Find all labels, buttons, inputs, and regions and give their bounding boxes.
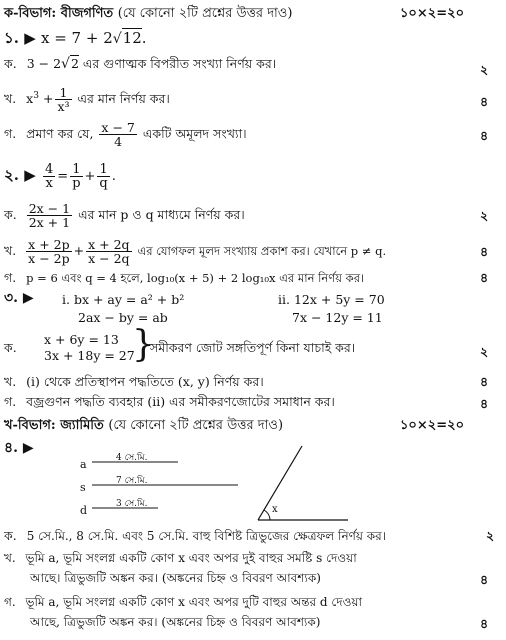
- q1-b-base: x: [26, 91, 34, 107]
- q3-a-brace: }: [132, 324, 155, 365]
- segment-a-length: 4 সে.মি.: [116, 453, 148, 463]
- question-3-number: ৩.: [4, 290, 18, 306]
- angle-x-label: x: [272, 504, 278, 515]
- q3-b-marks: ৪: [480, 374, 489, 389]
- question-2-number: ২.: [4, 166, 19, 184]
- segment-s-length: 7 সে.মি.: [116, 476, 148, 486]
- q2-f3-num: 1: [97, 163, 109, 177]
- q2-b-num2: x + 2q: [88, 237, 130, 252]
- q1-b-den: x³: [57, 99, 70, 115]
- q1-a-expr: 3 − 2: [26, 56, 62, 71]
- q4-c-marks: ৪: [480, 616, 489, 631]
- q2-c-marks: ৪: [480, 270, 489, 285]
- segment-d-length: 3 সে.মি.: [116, 499, 148, 509]
- q1-a-radicand: 2: [70, 56, 79, 71]
- q2-b-label: খ.: [4, 243, 17, 258]
- q2-f3-den: q: [99, 176, 108, 191]
- section-b-title: খ-বিভাগ: জ্যামিতি: [4, 418, 104, 433]
- q3-b-label: খ.: [4, 374, 17, 389]
- q4-b-text1: ভূমি a, ভূমি সংলগ্ন একটি কোণ x এবং অপর দুই বাহুর সমষ্টি s দেওয়া: [25, 551, 357, 565]
- q1-c-text1: প্রমাণ কর যে,: [26, 126, 94, 141]
- arrow-icon: ▶: [24, 166, 36, 184]
- q1-eq-end: .: [141, 29, 147, 47]
- q4-part-a: [4, 528, 386, 544]
- q1-a-marks: ২: [480, 62, 489, 77]
- q4-c-label: গ.: [4, 595, 16, 609]
- q2-end: .: [111, 169, 116, 184]
- q1-b-exponent: 3: [33, 91, 39, 101]
- q1-c-num: x − 7: [101, 120, 135, 135]
- angle-x-arc: [264, 510, 270, 520]
- q3-a-marks: ২: [480, 344, 489, 359]
- q1-c-den: 4: [114, 134, 123, 149]
- question-1-number: ১.: [4, 29, 19, 47]
- q1-b-marks: ৪: [480, 94, 489, 109]
- q3-a-text: সমীকরণ জোট সঙ্গতিপূর্ণ কিনা যাচাই কর।: [150, 340, 356, 355]
- q4-b-marks: ৪: [480, 572, 489, 587]
- q3-a-eq2: 3x + 18y = 27: [44, 348, 135, 363]
- q2-a-num: 2x − 1: [28, 201, 71, 216]
- q3-system-i-line2: 2ax − by = ab: [78, 310, 168, 325]
- question-4-number: ৪.: [4, 440, 18, 456]
- q2-f1-den: x: [45, 176, 53, 191]
- q2-b-plus: +: [73, 243, 85, 258]
- q3-c-text: বজ্রগুণন পদ্ধতি ব্যবহার (ii) এর সমীকরণজোটের সমাধান কর।: [26, 394, 335, 409]
- angle-x-arm: [258, 446, 302, 520]
- section-a-title: ক-বিভাগ: বীজগণিত: [4, 6, 114, 21]
- q1-eq-radicand: 12: [122, 29, 142, 47]
- section-a-marks: ১০×২=২০: [400, 6, 465, 21]
- arrow-icon: ▶: [22, 440, 34, 456]
- q2-plus-sign: +: [84, 169, 96, 184]
- section-b-marks: ১০×২=২০: [400, 418, 465, 433]
- question-1-stem: ১. ▶ x = 7 + 2√12.: [4, 29, 147, 47]
- q2-f1-num: 4: [45, 162, 54, 177]
- q2-a-den: 2x + 1: [28, 215, 71, 230]
- q1-c-label: গ.: [4, 126, 17, 141]
- segment-s-label: s: [80, 481, 86, 494]
- q2-eq-sign: =: [57, 169, 69, 184]
- q2-c-text: p = 6 এবং q = 4 হলে, log₁₀(x + 5) + 2 log₁₀x এর মান নির্ণয় কর।: [26, 271, 365, 285]
- q1-c-text2: একটি অমূলদ সংখ্যা।: [142, 126, 247, 141]
- q2-c-label: গ.: [4, 270, 17, 285]
- q2-b-marks: ৪: [480, 244, 489, 259]
- q3-a-eq1: x + 6y = 13: [44, 332, 119, 347]
- q3-b-text: (i) থেকে প্রতিস্থাপন পদ্ধতিতে (x, y) নির্ণয় কর।: [26, 374, 264, 389]
- q2-f2-den: p: [72, 176, 81, 191]
- q1-b-label: খ.: [4, 91, 17, 107]
- section-a-instruction: (যে কোনো ২টি প্রশ্নের উত্তর দাও): [117, 6, 293, 21]
- q3-system-ii-line2: 7x − 12y = 11: [292, 310, 383, 325]
- q4-part-b-line1: [4, 550, 357, 566]
- q3-system-ii-line1: ii. 12x + 5y = 70: [278, 292, 385, 307]
- arrow-icon: ▶: [22, 290, 34, 306]
- q2-a-text: এর মান p ও q মাধ্যমে নির্ণয় কর।: [78, 207, 245, 222]
- q1-b-plus: +: [42, 91, 54, 107]
- arrow-icon: ▶: [24, 29, 36, 47]
- q1-b-num: 1: [55, 86, 71, 100]
- q2-b-num1: x + 2p: [28, 237, 70, 252]
- q3-system-i-line1: i. bx + ay = a² + b²: [62, 292, 185, 307]
- q1-c-marks: ৪: [480, 128, 489, 143]
- q1-b-text: এর মান নির্ণয় কর।: [77, 91, 170, 107]
- q2-b-text: এর যোগফল মূলদ সংখ্যায় প্রকাশ কর। যেখানে p ≠ q.: [137, 244, 387, 258]
- q2-a-label: ক.: [4, 207, 17, 222]
- q3-a-label: ক.: [4, 340, 17, 355]
- q2-b-den2: x − 2q: [88, 251, 130, 266]
- q4-c-text1: ভূমি a, ভূমি সংলগ্ন একটি কোণ x এবং অপর দুটি বাহুর অন্তর d দেওয়া: [25, 595, 362, 609]
- q3-c-marks: ৪: [480, 396, 489, 411]
- q4-a-label: ক.: [4, 528, 17, 543]
- q4-a-marks: ২: [486, 528, 495, 543]
- q4-a-text: 5 সে.মি., 8 সে.মি. এবং 5 সে.মি. বাহু বিশিষ্ট ত্রিভুজের ক্ষেত্রফল নির্ণয় কর।: [26, 529, 387, 543]
- q1-a-text: এর গুণাত্মক বিপরীত সংখ্যা নির্ণয় কর।: [82, 56, 277, 71]
- q3-c-label: গ.: [4, 394, 17, 409]
- q1-eq-lhs: x = 7 + 2: [40, 29, 113, 47]
- q2-a-marks: ২: [480, 208, 489, 223]
- q1-a-label: ক.: [4, 56, 17, 71]
- segment-a-label: a: [80, 458, 87, 471]
- segment-d-label: d: [80, 504, 88, 517]
- q2-f2-num: 1: [70, 163, 82, 177]
- q1-part-a: ক. 3 − 2√2 এর গুণাত্মক বিপরীত সংখ্যা নির্ণয় কর।: [4, 56, 277, 72]
- q4-b-text2: আছে। ত্রিভুজটি অঙ্কন কর। (অঙ্কনের চিহ্ন ও বিবরণ আবশ্যক): [30, 571, 321, 585]
- section-b-instruction: (যে কোনো ২টি প্রশ্নের উত্তর দাও): [108, 418, 284, 433]
- q4-c-text2: আছে, ত্রিভুজটি অঙ্কন কর। (অঙ্কনের চিহ্ন ও বিবরণ আবশ্যক): [30, 615, 321, 629]
- q2-b-den1: x − 2p: [28, 251, 70, 266]
- q4-b-label: খ.: [4, 551, 16, 565]
- q4-part-c-line1: [4, 594, 362, 610]
